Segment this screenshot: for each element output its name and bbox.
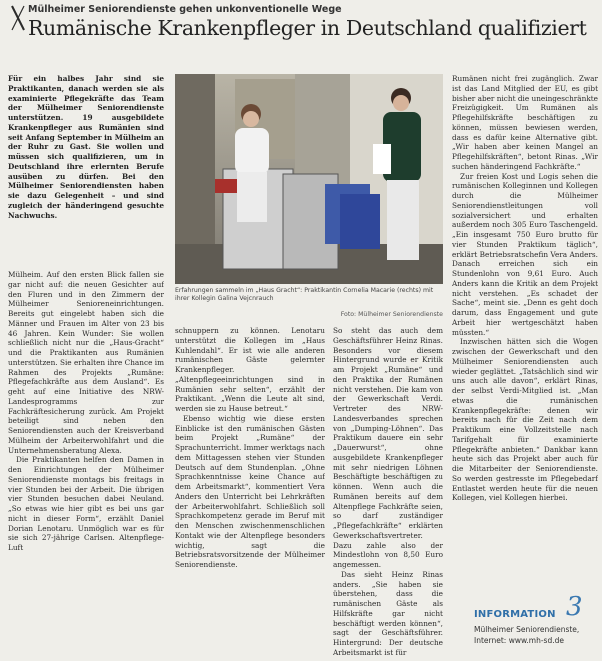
- body-paragraph: schnuppern zu können. Lenotaru unterstützt die Kollegen im „Haus Kuhlendahl“. Er ist wie alle anderen rumänischen Gäste gelernter Krankenpfleger. „Altenpflegeeinrichtungen sind in Rumänien sehr selten“, erzählt der Praktikant. „Wenn die Leute alt sind, werden sie zu Hause betreut.“: [175, 326, 325, 413]
- body-paragraph: Inzwischen hätten sich die Wogen zwischen der Gewerkschaft und den Mülheimer Seniorendiensten auch wieder geglättet. „Tatsächlich sind wir uns auch alle davon“, erklärt Rinas, der selbst Verdi-Mitglied ist. „Man etwas die rumänischen Krankenpflegekräfte: denen wir bereits nach für die Zeit nach dem Praktikum eine Vollzeitstelle nach Tarifgehalt für examinierte Pflegekräfte anbieten.“ Dankbar kann heute sich das Projekt aber auch für die Mitarbeiter der Seniorendienste. So werden gestresste im Pflegebedarf Entlastet werden heute für die neuen Kollegen, viel Kollegen hierbei.: [452, 337, 598, 503]
- body-paragraph: Die Praktikanten helfen den Damen in den Einrichtungen der Mülheimer Seniorendienste montags bis freitags in vier Stunden bei der Arbeit. Die übrigen vier Stunden besuchen dabei Neuland. „So etwas wie hier gibt es bei uns gar nicht in dieser Form“, erzählt Daniel Dorian Lenotaru. Unmöglich war es für sie sich 27-jährige Carlsen. Altenpflege-Luft: [8, 455, 164, 552]
- photo-caption: Erfahrungen sammeln im „Haus Gracht“: Praktikantin Cornelia Macarie (rechts) mit ihrer Kollegin Galina Vejcnrauch: [175, 287, 434, 302]
- info-line: Mülheimer Seniorendienste,: [474, 625, 580, 634]
- article-headline: Rumänische Krankenpfleger in Deutschland qualifiziert: [28, 16, 587, 40]
- lead-paragraph: Für ein halbes Jahr sind sie Praktikanten, danach werden sie als examinierte Pflegekräfte das Team der Mülheimer Seniorendienste unterstützen. 19 ausgebildete Krankenpfleger aus Rumänien sind seit Anfang September in Mülheim an der Ruhr zu Gast. Sie wollen und müssen sich qualifizieren, um in Deutschland ihre erlernten Berufe ausüben zu dürfen. Bei den Mülheimer Seniorendiensten haben sie dazu Gelegenheit – und sind zugleich der händeringend gesuchte Nachwuchs.: [8, 74, 164, 220]
- photo-credit: Foto: Mülheimer Seniorendienste: [340, 311, 443, 318]
- info-box-text: [474, 624, 598, 646]
- nurses-photo-image: [175, 74, 443, 284]
- article-column-3: [333, 326, 443, 656]
- article-photo: [175, 74, 443, 284]
- article-column-1: [8, 270, 164, 655]
- body-paragraph: Das sieht Heinz Rinas anders. „Sie haben sie überstehen, dass die rumänischen Gäste als Hilfskräfte gar nicht beschäftigt werden können“, sagt der Geschäftsführer. Hintergrund: Der deutsche Arbeitsmarkt ist für: [333, 569, 443, 656]
- info-link[interactable]: Internet: www.mh-sd.de: [474, 636, 564, 645]
- body-paragraph: Mülheim. Auf den ersten Blick fallen sie gar nicht auf: die neuen Gesichter auf den Fluren und in den Zimmern der Mülheimer Senioreneinrichtungen. Bereits gut eingelebt haben sich die Männer und Frauen im Alter von 23 bis 46 Jahren. Kein Wunder: Sie wollen schließlich nicht nur die „Haus-Gracht“ und die Praktikanten aus Rumänien unterstützen. Sie erhalten ihre Chance im Rahmen des Projekts „Rumäne: Pflegefachkräfte aus dem Ausland“. Es geht auf eine Initiative des NRW-Landesprogramms zur Fachkräftesicherung zurück. Am Projekt beteiligt sind neben den Seniorendiensten auch der Kreisverband Mülheim der Arbeiterwohlfahrt und die Unternehmensberatung Alexa.: [8, 270, 164, 455]
- article-lead: [8, 74, 164, 264]
- body-paragraph: Ebenso wichtig wie diese ersten Einblicke ist den rumänischen Gästen beim Projekt „Rumäne“ der Sprachunterricht. Immer werktags nach dem Mittagessen stehen vier Stunden Deutsch auf dem Stundenplan. „Ohne Sprachkenntnisse keine Chance auf dem Arbeitsmarkt“, kommentiert Vera Anders den Unterricht bei Lehrkräften der Arbeiterwohlfahrt. Schließlich soll Sprachkompetenz gerade im Beruf mit den Menschen zwischenmenschlichen Kontakt wie der Altenpflege besonders wichtig, sagt die Betriebsratsvorsitzende der Mülheimer Seniorendienste.: [175, 413, 325, 569]
- info-box-number: 3: [566, 592, 583, 622]
- article-column-4: [452, 74, 598, 594]
- article-kicker: Mülheimer Seniorendienste gehen unkonventionelle Wege: [28, 4, 342, 15]
- article-column-2: [175, 326, 325, 656]
- info-box-label: INFORMATION: [474, 609, 556, 620]
- body-paragraph: Rumänen nicht frei zugänglich. Zwar ist das Land Mitglied der EU, es gibt bisher aber nicht die uneingeschränkte Freizügigkeit. Um Rumänen als Pflegehilfskräfte beschäftigen zu können, müssen bewiesen werden, dass es dafür keine Alternative gibt. „Wir haben aber keinen Mangel an Pflegehilfskräften“, betont Rinas. „Wir suchen händeringend Fachkräfte.“: [452, 74, 598, 171]
- body-paragraph: So steht das auch dem Geschäftsführer Heinz Rinas. Besonders vor diesem Hintergrund wurde er Kritik am Projekt „Rumäne“ und den Praktika der Rumänen nicht verstehen. Die kam von der Gewerkschaft Verdi. Vertreter des NRW-Landesverbandes sprechen von „Dumping-Löhnen“. Das Praktikum dauere ein sehr „Dauerwurst“, ohne ausgebildete Krankenpfleger mit sehr niedrigen Löhnen Beschäftigte beschäftigen zu können. Wenn auch die Rumänen bereits auf dem Altenpflege Fachkräfte seien, so darf zuständiger „Pflegefachkräfte“ erklärten Gewerkschaftsvertreter. Dazu zahle also der Mindestlohn von 8,50 Euro angemessen.: [333, 326, 443, 569]
- body-paragraph: Zur freien Kost und Logis sehen die rumänischen Kolleginnen und Kollegen durch die Mülheimer Seniorendienstleitungen voll sozialversichert und erhalten außerdem noch 305 Euro Taschengeld. „Ein insgesamt 750 Euro brutto für vier Stunden Praktikum täglich“, erklärt Betriebsratschefin Vera Anders. Danach erreichen sich ein Stundenlohn von 9,61 Euro. Auch Anders kann die Kritik an dem Projekt nicht verstehen. „Es schadet der Sache“, meint sie. „Denn es geht doch darum, dass Engagement und gute Arbeit hier wertgeschätzt haben müssten.“: [452, 171, 598, 337]
